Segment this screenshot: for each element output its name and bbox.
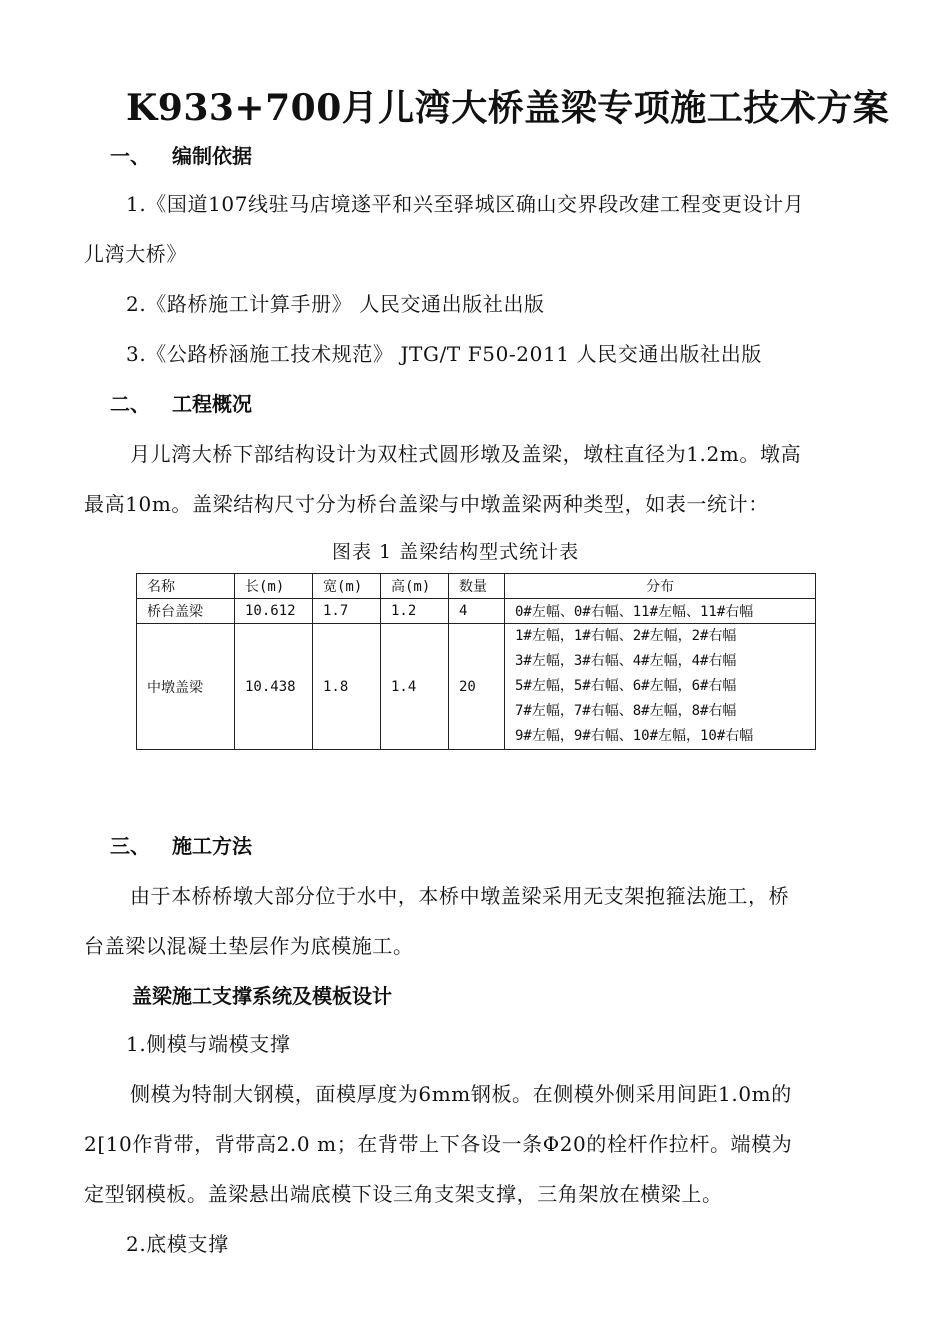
overview-paragraph-line2: 最高10m。盖梁结构尺寸分为桥台盖梁与中墩盖梁两种类型，如表一统计： [84,492,769,516]
reference-item-3: 3.《公路桥涵施工技术规范》 JTG/T F50-2011 人民交通出版社出版 [126,342,762,366]
cell-width: 1.8 [313,624,381,750]
reference-item-2: 2.《路桥施工计算手册》 人民交通出版社出版 [126,292,545,316]
header-name: 名称 [137,574,235,599]
section-2-title: 工程概况 [172,392,252,416]
method-paragraph-line1: 由于本桥桥墩大部分位于水中，本桥中墩盖梁采用无支架抱箍法施工，桥 [130,884,790,908]
section-1-number: 一、 [110,144,150,168]
cell-name: 中墩盖梁 [137,624,235,750]
distribution-line: 5#左幅，5#右幅、6#左幅，6#右幅 [515,678,737,694]
reference-item-1-line2: 儿湾大桥》 [84,242,187,266]
section-3-number: 三、 [110,834,150,858]
section-2-number: 二、 [110,392,150,416]
section-1-title: 编制依据 [172,144,252,168]
section-1-heading [110,140,252,169]
header-width: 宽(m) [313,574,381,599]
document-title: K933+700月儿湾大桥盖梁专项施工技术方案 [126,87,890,129]
section-2-heading [110,388,252,417]
cell-count: 20 [449,624,505,750]
header-length: 长(m) [235,574,313,599]
side-form-paragraph-line3: 定型钢模板。盖梁悬出端底模下设三角支架支撑，三角架放在横梁上。 [84,1182,723,1206]
header-count: 数量 [449,574,505,599]
table-header-row [137,574,816,599]
overview-paragraph-line1: 月儿湾大桥下部结构设计为双柱式圆形墩及盖梁，墩柱直径为1.2m。墩高 [130,442,802,466]
cell-count: 4 [449,599,505,624]
section-3-heading [110,830,252,859]
cell-distribution: 0#左幅、0#右幅、11#左幅、11#右幅 [505,599,816,624]
side-form-paragraph-line1: 侧模为特制大钢模，面模厚度为6mm钢板。在侧模外侧采用间距1.0m的 [130,1082,792,1106]
table-caption: 图表 1 盖梁结构型式统计表 [332,541,580,563]
table-row [137,599,816,624]
capbeam-stats-table [136,573,816,750]
cell-height: 1.2 [381,599,449,624]
side-form-paragraph-line2: 2[10作背带，背带高2.0 m；在背带上下各设一条Φ20的栓杆作拉杆。端模为 [84,1132,793,1156]
header-height: 高(m) [381,574,449,599]
side-end-form-title: 1.侧模与端模支撑 [126,1032,291,1056]
table-row [137,624,816,750]
cell-width: 1.7 [313,599,381,624]
method-paragraph-line2: 台盖梁以混凝土垫层作为底模施工。 [84,934,414,958]
distribution-line: 3#左幅，3#右幅、4#左幅，4#右幅 [515,653,737,669]
cell-distribution [505,624,816,750]
bottom-form-title: 2.底模支撑 [126,1232,229,1256]
reference-item-1-line1: 1.《国道107线驻马店境遂平和兴至驿城区确山交界段改建工程变更设计月 [126,192,805,216]
header-distribution: 分布 [505,574,816,599]
cell-length: 10.612 [235,599,313,624]
cell-name: 桥台盖梁 [137,599,235,624]
distribution-line: 9#左幅，9#右幅、10#左幅，10#右幅 [515,728,754,744]
cell-height: 1.4 [381,624,449,750]
distribution-line: 7#左幅，7#右幅、8#左幅，8#右幅 [515,703,737,719]
section-3-title: 施工方法 [172,834,252,858]
cell-length: 10.438 [235,624,313,750]
distribution-line: 1#左幅，1#右幅、2#左幅，2#右幅 [515,628,737,644]
support-system-subheading: 盖梁施工支撑系统及模板设计 [132,984,392,1008]
